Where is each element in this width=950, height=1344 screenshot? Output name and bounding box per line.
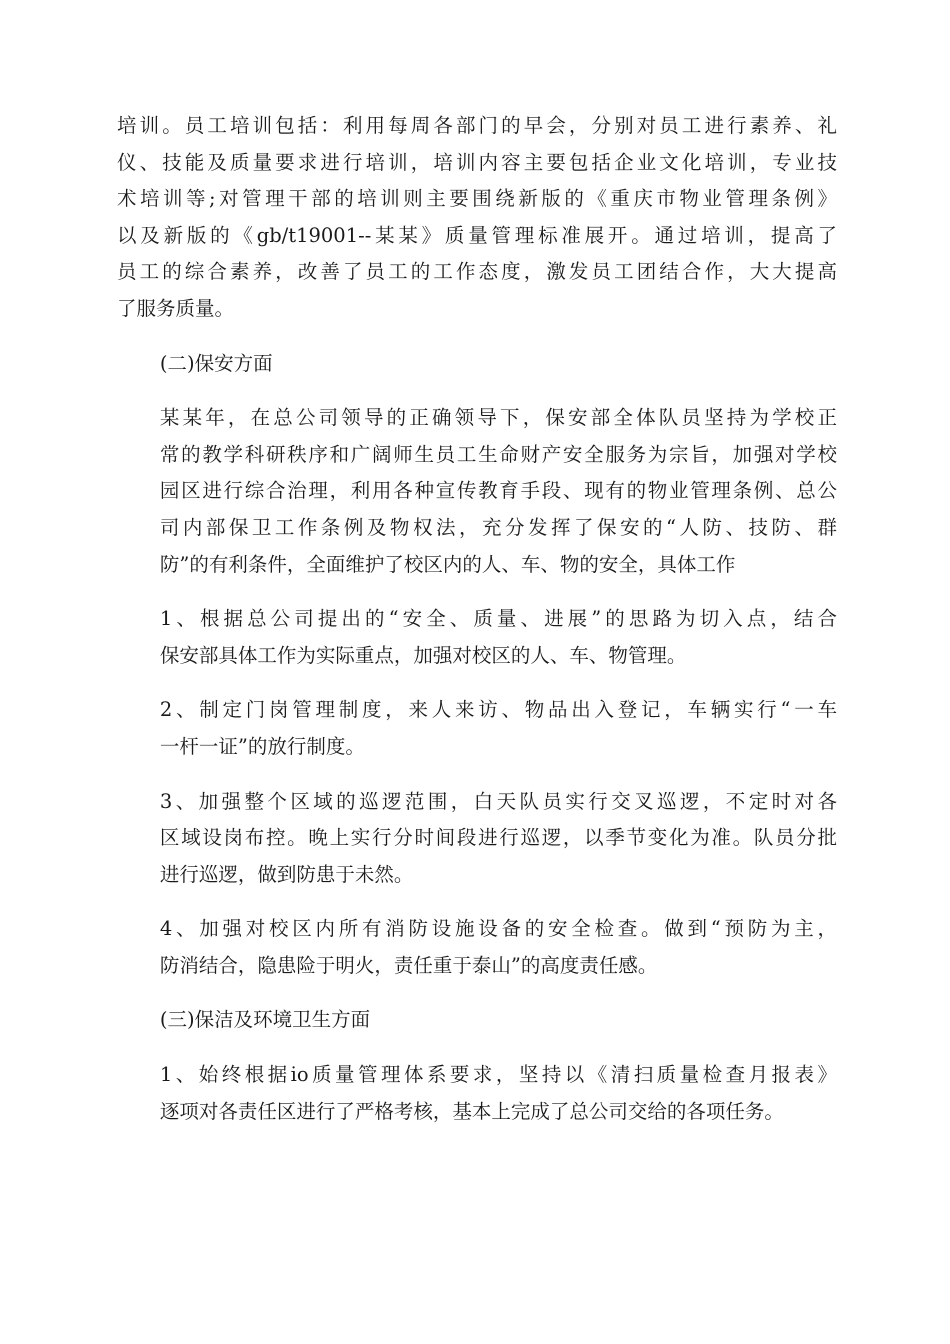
text-line: 防消结合，隐患险于明火，责任重于泰山”的高度责任感。	[159, 953, 658, 977]
text-line: 保安部具体工作为实际重点，加强对校区的人、车、物管理。	[159, 643, 687, 667]
text-line: 防”的有利条件，全面维护了校区内的人、车、物的安全，具体工作	[159, 552, 736, 576]
paragraph	[117, 784, 837, 894]
paragraph	[117, 400, 837, 583]
paragraph	[117, 1002, 837, 1039]
text-line: 司内部保卫工作条例及物权法，充分发挥了保安的“人防、技防、群	[159, 515, 837, 539]
text-line: 培训。员工培训包括：利用每周各部门的早会，分别对员工进行素养、礼	[117, 114, 837, 137]
paragraph	[117, 346, 837, 383]
text-line: 1、始终根据io质量管理体系要求，坚持以《清扫质量检查月报表》	[159, 1063, 837, 1087]
text-line: 术培训等;对管理干部的培训则主要围绕新版的《重庆市物业管理条例》	[117, 187, 837, 211]
text-line: 3、加强整个区域的巡逻范围，白天队员实行交叉巡逻，不定时对各	[159, 789, 837, 813]
text-line: 逐项对各责任区进行了严格考核，基本上完成了总公司交给的各项任务。	[159, 1099, 784, 1123]
text-line: 4、加强对校区内所有消防设施设备的安全检查。做到“预防为主，	[159, 917, 837, 941]
text-line: 了服务质量。	[117, 296, 235, 320]
text-line: 园区进行综合治理，利用各种宣传教育手段、现有的物业管理条例、总公	[159, 479, 837, 503]
paragraph	[117, 1057, 837, 1130]
text-line: (三)保洁及环境卫生方面	[159, 1008, 371, 1032]
text-line: 仪、技能及质量要求进行培训，培训内容主要包括企业文化培训，专业技	[117, 150, 837, 174]
text-line: 某某年，在总公司领导的正确领导下，保安部全体队员坚持为学校正	[159, 406, 837, 430]
text-line: 2、制定门岗管理制度，来人来访、物品出入登记，车辆实行“一车	[159, 698, 837, 722]
paragraph	[117, 601, 837, 674]
text-line: (二)保安方面	[159, 351, 273, 375]
paragraph	[117, 692, 837, 765]
text-line: 进行巡逻，做到防患于未然。	[159, 862, 414, 886]
text-line: 一杆一证”的放行制度。	[159, 734, 365, 758]
text-line: 以及新版的《gb/t19001--某某》质量管理标准展开。通过培训，提高了	[117, 223, 837, 247]
text-line: 员工的综合素养，改善了员工的工作态度，激发员工团结合作，大大提高	[117, 260, 837, 284]
document-body	[117, 108, 837, 1148]
text-line: 常的教学科研秩序和广阔师生员工生命财产安全服务为宗旨，加强对学校	[159, 442, 837, 466]
text-line: 区域设岗布控。晚上实行分时间段进行巡逻，以季节变化为准。队员分批	[159, 826, 837, 850]
paragraph	[117, 108, 837, 328]
paragraph	[117, 911, 837, 984]
text-line: 1、根据总公司提出的“安全、质量、进展”的思路为切入点，结合	[159, 607, 837, 631]
